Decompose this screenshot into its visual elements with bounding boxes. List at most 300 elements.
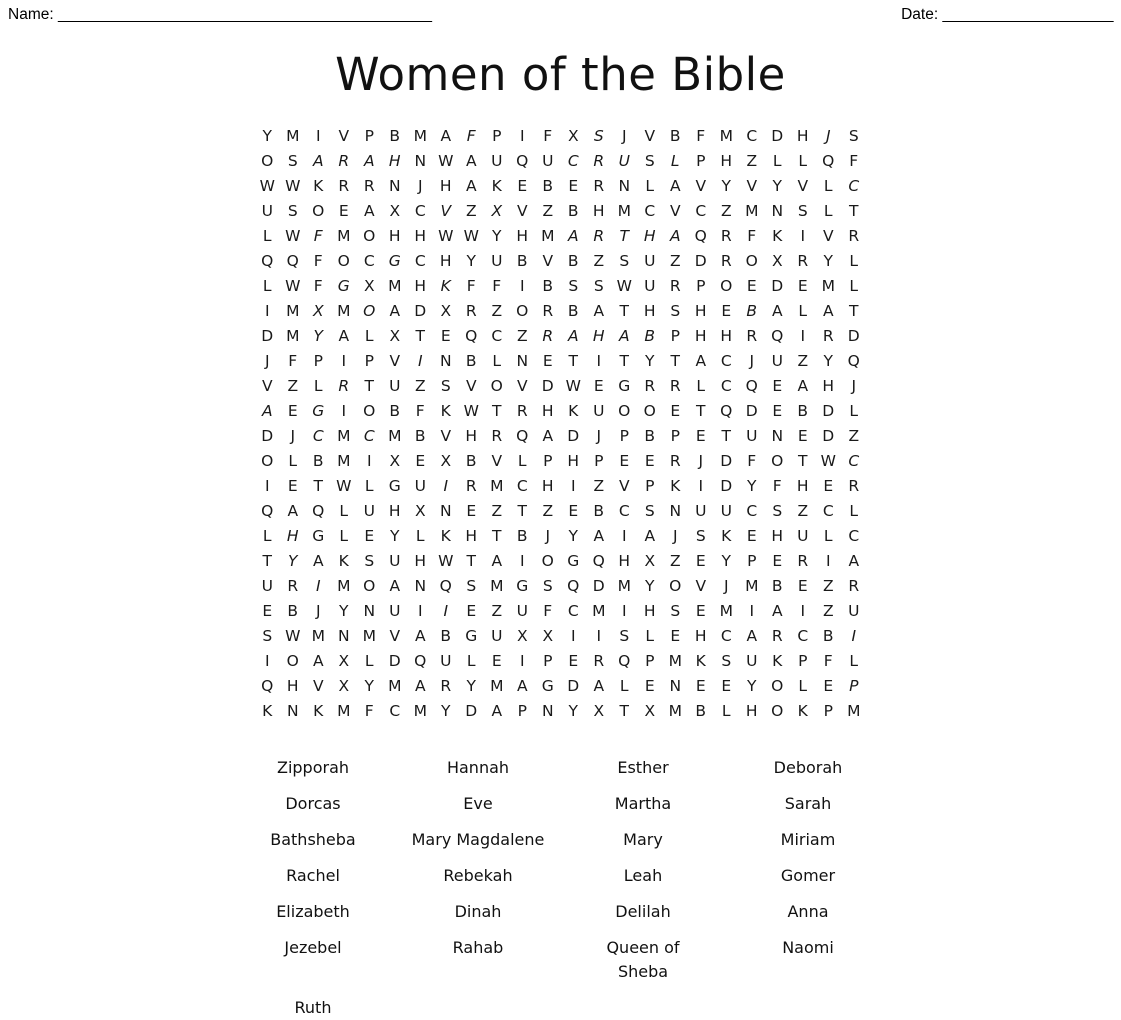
grid-cell[interactable]: B bbox=[644, 427, 656, 445]
grid-cell[interactable]: Z bbox=[491, 602, 503, 620]
grid-cell[interactable]: R bbox=[848, 477, 860, 495]
grid-cell[interactable]: Z bbox=[797, 352, 809, 370]
grid-cell[interactable]: C bbox=[695, 202, 707, 220]
grid-cell[interactable]: H bbox=[720, 152, 733, 170]
grid-cell[interactable]: E bbox=[695, 427, 706, 445]
grid-cell[interactable]: X bbox=[567, 127, 579, 145]
grid-cell[interactable]: Q bbox=[261, 677, 274, 695]
grid-cell[interactable]: E bbox=[772, 402, 783, 420]
grid-cell[interactable]: Z bbox=[542, 502, 554, 520]
grid-cell[interactable]: R bbox=[491, 427, 503, 445]
grid-cell[interactable]: L bbox=[466, 652, 476, 670]
grid-cell[interactable]: R bbox=[848, 577, 860, 595]
grid-cell[interactable]: R bbox=[797, 552, 809, 570]
grid-cell[interactable]: R bbox=[720, 252, 732, 270]
grid-cell[interactable]: E bbox=[670, 627, 681, 645]
grid-cell[interactable]: C bbox=[567, 152, 579, 170]
grid-cell[interactable]: F bbox=[415, 402, 425, 420]
grid-cell[interactable]: Y bbox=[288, 552, 298, 570]
grid-cell[interactable]: M bbox=[388, 427, 402, 445]
grid-cell[interactable]: F bbox=[543, 127, 553, 145]
grid-cell[interactable]: I bbox=[825, 552, 831, 570]
grid-cell[interactable]: N bbox=[618, 177, 631, 195]
grid-cell[interactable]: V bbox=[695, 577, 707, 595]
grid-cell[interactable]: B bbox=[593, 502, 605, 520]
grid-cell[interactable]: D bbox=[465, 702, 478, 720]
grid-cell[interactable]: F bbox=[543, 602, 553, 620]
grid-cell[interactable]: K bbox=[440, 402, 451, 420]
grid-cell[interactable]: F bbox=[313, 227, 323, 245]
word-list-item[interactable]: Martha bbox=[614, 794, 672, 813]
grid-cell[interactable]: Y bbox=[721, 177, 731, 195]
grid-cell[interactable]: R bbox=[516, 402, 528, 420]
grid-cell[interactable]: N bbox=[414, 577, 427, 595]
grid-cell[interactable]: S bbox=[287, 202, 298, 220]
grid-cell[interactable]: V bbox=[644, 127, 656, 145]
grid-cell[interactable]: S bbox=[440, 377, 451, 395]
grid-cell[interactable]: K bbox=[772, 227, 783, 245]
grid-cell[interactable]: F bbox=[288, 352, 298, 370]
grid-cell[interactable]: M bbox=[413, 702, 427, 720]
grid-cell[interactable]: D bbox=[822, 402, 835, 420]
grid-cell[interactable]: C bbox=[746, 502, 758, 520]
grid-cell[interactable]: O bbox=[618, 402, 631, 420]
grid-cell[interactable]: L bbox=[849, 402, 859, 420]
grid-cell[interactable]: V bbox=[542, 252, 554, 270]
grid-cell[interactable]: S bbox=[619, 252, 630, 270]
grid-cell[interactable]: A bbox=[822, 302, 834, 320]
grid-cell[interactable]: D bbox=[592, 577, 605, 595]
grid-cell[interactable]: M bbox=[413, 127, 427, 145]
grid-cell[interactable]: N bbox=[286, 702, 299, 720]
grid-cell[interactable]: L bbox=[798, 677, 808, 695]
word-list-item[interactable]: Ruth bbox=[294, 998, 332, 1017]
grid-cell[interactable]: H bbox=[286, 527, 299, 545]
grid-cell[interactable]: H bbox=[694, 302, 707, 320]
grid-cell[interactable]: L bbox=[645, 177, 655, 195]
grid-cell[interactable]: N bbox=[771, 427, 784, 445]
grid-cell[interactable]: M bbox=[719, 127, 733, 145]
grid-cell[interactable]: Y bbox=[747, 477, 757, 495]
grid-cell[interactable]: Z bbox=[797, 502, 809, 520]
grid-cell[interactable]: N bbox=[388, 177, 401, 195]
grid-cell[interactable]: H bbox=[388, 152, 401, 170]
grid-cell[interactable]: S bbox=[670, 302, 681, 320]
grid-cell[interactable]: C bbox=[414, 202, 426, 220]
grid-cell[interactable]: V bbox=[822, 227, 834, 245]
grid-cell[interactable]: Z bbox=[542, 202, 554, 220]
grid-cell[interactable]: A bbox=[771, 302, 783, 320]
grid-cell[interactable]: T bbox=[492, 527, 502, 545]
word-list-item[interactable]: Queen of Sheba bbox=[606, 938, 680, 981]
grid-cell[interactable]: M bbox=[668, 652, 682, 670]
grid-cell[interactable]: M bbox=[668, 702, 682, 720]
word-list-item[interactable]: Mary bbox=[623, 830, 663, 849]
grid-cell[interactable]: D bbox=[720, 452, 733, 470]
grid-cell[interactable]: P bbox=[696, 277, 706, 295]
grid-cell[interactable]: I bbox=[621, 527, 627, 545]
grid-cell[interactable]: I bbox=[264, 477, 270, 495]
grid-cell[interactable]: L bbox=[364, 477, 374, 495]
grid-cell[interactable]: R bbox=[440, 677, 452, 695]
word-list-item[interactable]: Sarah bbox=[784, 794, 832, 813]
grid-cell[interactable]: H bbox=[465, 427, 478, 445]
grid-cell[interactable]: I bbox=[417, 352, 423, 370]
grid-cell[interactable]: M bbox=[286, 302, 300, 320]
grid-cell[interactable]: T bbox=[517, 502, 527, 520]
grid-cell[interactable]: T bbox=[849, 302, 859, 320]
grid-cell[interactable]: A bbox=[440, 127, 452, 145]
grid-cell[interactable]: M bbox=[745, 202, 759, 220]
grid-cell[interactable]: G bbox=[312, 402, 325, 420]
grid-cell[interactable]: K bbox=[440, 277, 451, 295]
grid-cell[interactable]: T bbox=[619, 302, 629, 320]
grid-cell[interactable]: A bbox=[389, 302, 401, 320]
grid-cell[interactable]: P bbox=[696, 152, 706, 170]
grid-cell[interactable]: A bbox=[363, 202, 375, 220]
grid-cell[interactable]: C bbox=[312, 427, 324, 445]
grid-cell[interactable]: I bbox=[519, 277, 525, 295]
grid-cell[interactable]: U bbox=[389, 602, 401, 620]
grid-cell[interactable]: D bbox=[388, 652, 401, 670]
grid-cell[interactable]: H bbox=[414, 552, 427, 570]
grid-cell[interactable]: R bbox=[593, 152, 605, 170]
grid-cell[interactable]: Q bbox=[312, 502, 325, 520]
grid-cell[interactable]: M bbox=[388, 277, 402, 295]
grid-cell[interactable]: E bbox=[695, 552, 706, 570]
grid-cell[interactable]: U bbox=[746, 652, 758, 670]
grid-cell[interactable]: Y bbox=[772, 177, 782, 195]
grid-cell[interactable]: K bbox=[695, 652, 706, 670]
grid-cell[interactable]: O bbox=[771, 452, 784, 470]
grid-cell[interactable]: Z bbox=[491, 302, 503, 320]
word-list-item[interactable]: Anna bbox=[787, 902, 829, 921]
grid-cell[interactable]: I bbox=[315, 127, 321, 145]
grid-cell[interactable]: D bbox=[414, 302, 427, 320]
word-list-item[interactable]: Rahab bbox=[452, 938, 504, 957]
grid-cell[interactable]: Y bbox=[313, 327, 323, 345]
grid-cell[interactable]: R bbox=[746, 327, 758, 345]
grid-cell[interactable]: V bbox=[465, 377, 477, 395]
grid-cell[interactable]: M bbox=[337, 452, 351, 470]
grid-cell[interactable]: B bbox=[465, 352, 477, 370]
grid-cell[interactable]: P bbox=[594, 452, 604, 470]
grid-cell[interactable]: O bbox=[771, 702, 784, 720]
grid-cell[interactable]: V bbox=[669, 202, 681, 220]
grid-cell[interactable]: A bbox=[389, 577, 401, 595]
grid-cell[interactable]: R bbox=[720, 227, 732, 245]
grid-cell[interactable]: G bbox=[516, 577, 529, 595]
grid-cell[interactable]: Y bbox=[364, 677, 374, 695]
grid-cell[interactable]: E bbox=[568, 177, 579, 195]
grid-cell[interactable]: K bbox=[568, 402, 579, 420]
grid-cell[interactable]: Q bbox=[439, 577, 452, 595]
grid-cell[interactable]: I bbox=[698, 477, 704, 495]
grid-cell[interactable]: U bbox=[746, 427, 758, 445]
grid-cell[interactable]: B bbox=[516, 252, 528, 270]
grid-cell[interactable]: O bbox=[771, 677, 784, 695]
grid-cell[interactable]: I bbox=[341, 352, 347, 370]
grid-cell[interactable]: J bbox=[851, 377, 857, 395]
grid-cell[interactable]: X bbox=[516, 627, 528, 645]
grid-cell[interactable]: C bbox=[414, 252, 426, 270]
grid-cell[interactable]: L bbox=[262, 227, 272, 245]
grid-cell[interactable]: D bbox=[261, 427, 274, 445]
grid-cell[interactable]: N bbox=[363, 602, 376, 620]
grid-cell[interactable]: T bbox=[415, 327, 425, 345]
grid-cell[interactable]: M bbox=[541, 227, 555, 245]
grid-cell[interactable]: U bbox=[593, 402, 605, 420]
grid-cell[interactable]: S bbox=[619, 627, 630, 645]
grid-cell[interactable]: O bbox=[745, 252, 758, 270]
grid-cell[interactable]: B bbox=[465, 452, 477, 470]
word-list-item[interactable]: Esther bbox=[617, 758, 669, 777]
grid-cell[interactable]: R bbox=[338, 177, 350, 195]
grid-cell[interactable]: H bbox=[388, 227, 401, 245]
grid-cell[interactable]: Y bbox=[568, 527, 578, 545]
grid-cell[interactable]: H bbox=[592, 327, 605, 345]
grid-cell[interactable]: H bbox=[771, 527, 784, 545]
grid-cell[interactable]: Z bbox=[593, 252, 605, 270]
grid-cell[interactable]: E bbox=[746, 277, 757, 295]
grid-cell[interactable]: T bbox=[313, 477, 323, 495]
grid-cell[interactable]: S bbox=[797, 202, 808, 220]
grid-cell[interactable]: D bbox=[771, 127, 784, 145]
grid-cell[interactable]: T bbox=[364, 377, 374, 395]
word-list-item[interactable]: Eve bbox=[463, 794, 493, 813]
grid-cell[interactable]: N bbox=[439, 502, 452, 520]
grid-cell[interactable]: R bbox=[593, 177, 605, 195]
grid-cell[interactable]: F bbox=[747, 227, 757, 245]
grid-cell[interactable]: R bbox=[593, 652, 605, 670]
grid-cell[interactable]: I bbox=[570, 627, 576, 645]
grid-cell[interactable]: O bbox=[490, 377, 503, 395]
grid-cell[interactable]: V bbox=[618, 477, 630, 495]
word-list-item[interactable]: Hannah bbox=[446, 758, 510, 777]
grid-cell[interactable]: A bbox=[567, 327, 579, 345]
grid-cell[interactable]: E bbox=[823, 677, 834, 695]
grid-cell[interactable]: O bbox=[363, 227, 376, 245]
grid-cell[interactable]: Y bbox=[823, 352, 833, 370]
grid-cell[interactable]: A bbox=[261, 402, 273, 420]
grid-cell[interactable]: K bbox=[491, 177, 502, 195]
grid-cell[interactable]: W bbox=[616, 277, 632, 295]
grid-cell[interactable]: L bbox=[798, 302, 808, 320]
grid-cell[interactable]: W bbox=[285, 627, 301, 645]
grid-cell[interactable]: X bbox=[542, 627, 554, 645]
grid-cell[interactable]: O bbox=[541, 552, 554, 570]
grid-cell[interactable]: H bbox=[720, 327, 733, 345]
grid-cell[interactable]: R bbox=[363, 177, 375, 195]
grid-cell[interactable]: L bbox=[670, 152, 680, 170]
grid-cell[interactable]: F bbox=[466, 127, 476, 145]
grid-cell[interactable]: H bbox=[643, 302, 656, 320]
grid-cell[interactable]: O bbox=[669, 577, 682, 595]
grid-cell[interactable]: U bbox=[695, 502, 707, 520]
grid-cell[interactable]: O bbox=[286, 652, 299, 670]
word-list-item[interactable]: Miriam bbox=[780, 830, 836, 849]
grid-cell[interactable]: A bbox=[312, 652, 324, 670]
grid-cell[interactable]: D bbox=[822, 427, 835, 445]
grid-cell[interactable]: E bbox=[568, 652, 579, 670]
grid-cell[interactable]: Y bbox=[721, 552, 731, 570]
grid-cell[interactable]: L bbox=[339, 527, 349, 545]
grid-cell[interactable]: X bbox=[389, 202, 401, 220]
grid-cell[interactable]: Y bbox=[823, 252, 833, 270]
grid-cell[interactable]: I bbox=[315, 577, 321, 595]
grid-cell[interactable]: V bbox=[440, 202, 452, 220]
grid-cell[interactable]: A bbox=[363, 152, 375, 170]
grid-cell[interactable]: L bbox=[364, 327, 374, 345]
grid-cell[interactable]: X bbox=[440, 452, 452, 470]
grid-cell[interactable]: T bbox=[262, 552, 272, 570]
grid-cell[interactable]: E bbox=[466, 502, 477, 520]
grid-cell[interactable]: N bbox=[771, 202, 784, 220]
grid-cell[interactable]: U bbox=[618, 152, 630, 170]
grid-cell[interactable]: C bbox=[848, 452, 860, 470]
grid-cell[interactable]: U bbox=[797, 527, 809, 545]
grid-cell[interactable]: P bbox=[645, 652, 655, 670]
word-list-item[interactable]: Dinah bbox=[454, 902, 502, 921]
grid-cell[interactable]: I bbox=[851, 627, 857, 645]
grid-cell[interactable]: E bbox=[797, 277, 808, 295]
grid-cell[interactable]: D bbox=[694, 252, 707, 270]
grid-cell[interactable]: I bbox=[596, 352, 602, 370]
grid-cell[interactable]: U bbox=[261, 577, 273, 595]
grid-cell[interactable]: F bbox=[313, 277, 323, 295]
grid-cell[interactable]: B bbox=[516, 527, 528, 545]
grid-cell[interactable]: L bbox=[696, 377, 706, 395]
grid-cell[interactable]: I bbox=[749, 602, 755, 620]
grid-cell[interactable]: D bbox=[567, 427, 580, 445]
grid-cell[interactable]: Q bbox=[516, 427, 529, 445]
grid-cell[interactable]: U bbox=[644, 252, 656, 270]
word-list-item[interactable]: Rachel bbox=[286, 866, 340, 885]
grid-cell[interactable]: S bbox=[644, 502, 655, 520]
grid-cell[interactable]: C bbox=[491, 327, 503, 345]
grid-cell[interactable]: I bbox=[264, 302, 270, 320]
grid-cell[interactable]: D bbox=[745, 402, 758, 420]
grid-cell[interactable]: U bbox=[440, 652, 452, 670]
grid-cell[interactable]: W bbox=[438, 552, 454, 570]
grid-cell[interactable]: W bbox=[820, 452, 836, 470]
grid-cell[interactable]: A bbox=[593, 677, 605, 695]
grid-cell[interactable]: J bbox=[290, 427, 296, 445]
grid-cell[interactable]: M bbox=[490, 577, 504, 595]
grid-cell[interactable]: S bbox=[364, 552, 375, 570]
grid-cell[interactable]: Y bbox=[645, 577, 655, 595]
grid-cell[interactable]: L bbox=[849, 502, 859, 520]
word-list-item[interactable]: Delilah bbox=[615, 902, 671, 921]
grid-cell[interactable]: F bbox=[772, 477, 782, 495]
grid-cell[interactable]: Z bbox=[848, 427, 860, 445]
grid-cell[interactable]: P bbox=[645, 477, 655, 495]
grid-cell[interactable]: H bbox=[439, 177, 452, 195]
grid-cell[interactable]: E bbox=[746, 527, 757, 545]
word-list-item[interactable]: Mary Magdalene bbox=[411, 830, 545, 849]
grid-cell[interactable]: U bbox=[848, 602, 860, 620]
grid-cell[interactable]: G bbox=[312, 527, 325, 545]
grid-cell[interactable]: X bbox=[389, 452, 401, 470]
grid-cell[interactable]: I bbox=[800, 227, 806, 245]
grid-cell[interactable]: Q bbox=[745, 377, 758, 395]
grid-cell[interactable]: M bbox=[337, 302, 351, 320]
grid-cell[interactable]: Q bbox=[618, 652, 631, 670]
grid-cell[interactable]: K bbox=[721, 527, 732, 545]
word-list-item[interactable]: Zipporah bbox=[276, 758, 350, 777]
grid-cell[interactable]: B bbox=[567, 302, 579, 320]
grid-cell[interactable]: S bbox=[568, 277, 579, 295]
grid-cell[interactable]: C bbox=[516, 477, 528, 495]
grid-cell[interactable]: V bbox=[389, 352, 401, 370]
grid-cell[interactable]: F bbox=[466, 277, 476, 295]
grid-cell[interactable]: E bbox=[797, 577, 808, 595]
grid-cell[interactable]: H bbox=[643, 227, 656, 245]
grid-cell[interactable]: E bbox=[542, 352, 553, 370]
grid-cell[interactable]: G bbox=[541, 677, 554, 695]
grid-cell[interactable]: S bbox=[772, 502, 783, 520]
grid-cell[interactable]: L bbox=[721, 702, 731, 720]
grid-cell[interactable]: A bbox=[414, 677, 426, 695]
grid-cell[interactable]: A bbox=[491, 552, 503, 570]
grid-cell[interactable]: T bbox=[721, 427, 731, 445]
grid-cell[interactable]: M bbox=[388, 677, 402, 695]
grid-cell[interactable]: C bbox=[363, 427, 375, 445]
grid-cell[interactable]: Q bbox=[261, 502, 274, 520]
grid-cell[interactable]: T bbox=[619, 702, 629, 720]
grid-cell[interactable]: Q bbox=[847, 352, 860, 370]
grid-cell[interactable]: A bbox=[516, 677, 528, 695]
grid-cell[interactable]: F bbox=[849, 152, 859, 170]
grid-cell[interactable]: L bbox=[849, 277, 859, 295]
grid-cell[interactable]: L bbox=[517, 452, 527, 470]
grid-cell[interactable]: Z bbox=[822, 602, 834, 620]
grid-cell[interactable]: Z bbox=[414, 377, 426, 395]
grid-cell[interactable]: U bbox=[389, 377, 401, 395]
grid-cell[interactable]: T bbox=[849, 202, 859, 220]
grid-cell[interactable]: B bbox=[542, 277, 554, 295]
grid-cell[interactable]: E bbox=[593, 377, 604, 395]
grid-cell[interactable]: U bbox=[363, 502, 375, 520]
grid-cell[interactable]: E bbox=[466, 602, 477, 620]
grid-cell[interactable]: B bbox=[567, 252, 579, 270]
grid-cell[interactable]: H bbox=[745, 702, 758, 720]
grid-cell[interactable]: N bbox=[414, 152, 427, 170]
grid-cell[interactable]: E bbox=[517, 177, 528, 195]
grid-cell[interactable]: B bbox=[797, 402, 809, 420]
grid-cell[interactable]: Q bbox=[567, 577, 580, 595]
grid-cell[interactable]: C bbox=[644, 202, 656, 220]
grid-cell[interactable]: S bbox=[262, 627, 273, 645]
grid-cell[interactable]: M bbox=[617, 577, 631, 595]
grid-cell[interactable]: R bbox=[669, 452, 681, 470]
grid-cell[interactable]: E bbox=[670, 402, 681, 420]
grid-cell[interactable]: M bbox=[337, 702, 351, 720]
grid-cell[interactable]: P bbox=[313, 352, 323, 370]
grid-cell[interactable]: H bbox=[643, 602, 656, 620]
grid-cell[interactable]: U bbox=[491, 627, 503, 645]
grid-cell[interactable]: G bbox=[567, 552, 580, 570]
word-list-item[interactable]: Bathsheba bbox=[270, 830, 356, 849]
grid-cell[interactable]: M bbox=[745, 577, 759, 595]
grid-cell[interactable]: K bbox=[797, 702, 808, 720]
grid-cell[interactable]: E bbox=[772, 377, 783, 395]
grid-cell[interactable]: M bbox=[592, 602, 606, 620]
grid-cell[interactable]: K bbox=[440, 527, 451, 545]
grid-cell[interactable]: B bbox=[414, 427, 426, 445]
grid-cell[interactable]: I bbox=[443, 602, 449, 620]
grid-cell[interactable]: Z bbox=[593, 477, 605, 495]
